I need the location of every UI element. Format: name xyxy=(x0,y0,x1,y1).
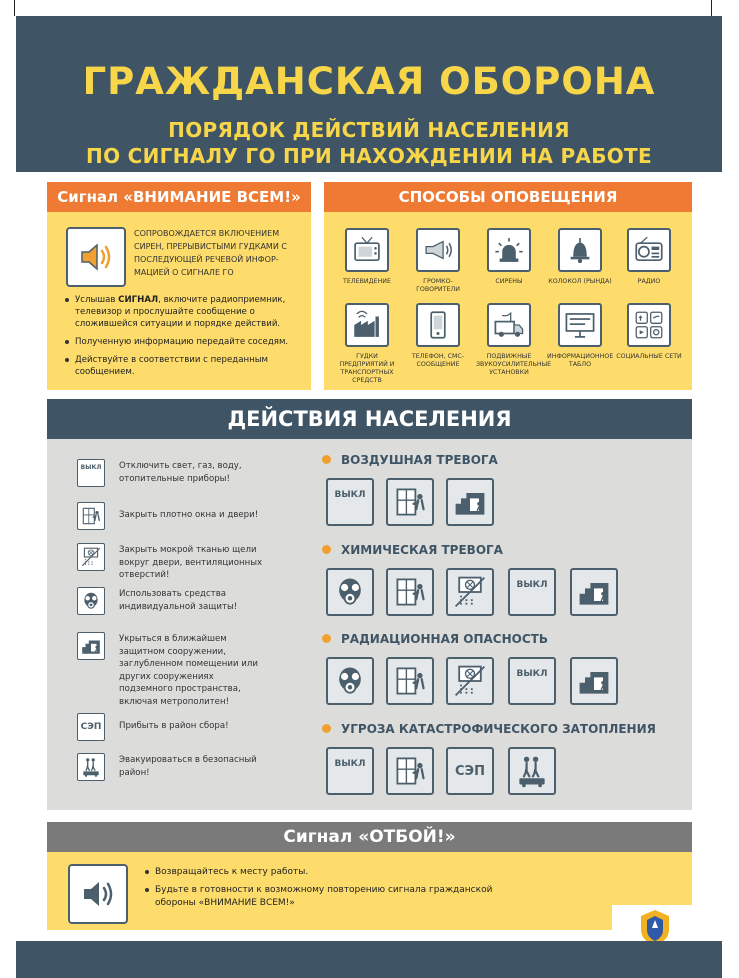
loudspeaker-van-icon xyxy=(487,303,531,347)
action-item: Закрыть плотно окна и двери! xyxy=(77,502,287,532)
list-item: Услышав СИГНАЛ, включите радиоприемник, телевизор и прослушайте сообщение о сложившейся ситуации и порядке действий. xyxy=(63,294,303,330)
tv-icon xyxy=(345,228,389,272)
evacuation-icon xyxy=(508,747,556,795)
gas-mask-icon xyxy=(326,568,374,616)
switch-off-icon: ВЫКЛ xyxy=(326,478,374,526)
scenario-title: УГРОЗА КАТАСТРОФИЧЕСКОГО ЗАТОПЛЕНИЯ xyxy=(322,722,656,736)
phone-icon xyxy=(416,303,460,347)
signal-cancel-panel xyxy=(47,852,692,930)
gas-mask-icon xyxy=(326,657,374,705)
speaker-icon xyxy=(68,864,128,924)
switch-off-icon: ВЫКЛ xyxy=(77,459,105,487)
list-item: Будьте в готовности к возможному повторению сигнала гражданской обороны «ВНИМАНИЕ ВСЕМ!» xyxy=(143,884,513,910)
list-item: Возвращайтесь к месту работы. xyxy=(143,866,513,879)
scenario-title: ХИМИЧЕСКАЯ ТРЕВОГА xyxy=(322,543,503,557)
method-bell: КОЛОКОЛ (РЫНДА) xyxy=(547,228,613,286)
actions-panel xyxy=(47,399,692,810)
header-banner xyxy=(16,16,722,172)
page-subtitle-line2: ПО СИГНАЛУ ГО ПРИ НАХОЖДЕНИИ НА РАБОТЕ xyxy=(86,144,652,168)
signal-attention-list xyxy=(63,294,303,384)
shelter-icon xyxy=(570,657,618,705)
loudspeaker-icon xyxy=(416,228,460,272)
action-item: Эвакуироваться в безопасный район! xyxy=(77,753,287,783)
gas-mask-icon xyxy=(77,587,105,615)
action-item: Укрыться в ближайшем защитном сооружении, заглубленном помещении или других сооружениях подземного пространства, включая метрополитен! xyxy=(77,632,287,702)
close-windows-icon xyxy=(386,657,434,705)
social-networks-icon xyxy=(627,303,671,347)
crop-mark-right xyxy=(711,0,712,16)
action-item: Использовать средства индивидуальной защиты! xyxy=(77,587,287,617)
footer-bar xyxy=(16,941,722,978)
actions-heading: ДЕЙСТВИЯ НАСЕЛЕНИЯ xyxy=(47,399,692,439)
action-item: СЭП Прибыть в район сбора! xyxy=(77,713,287,743)
speaker-icon xyxy=(66,227,126,287)
sep-icon: СЭП xyxy=(77,713,105,741)
method-phone: ТЕЛЕФОН, СМС-СООБЩЕНИЕ xyxy=(405,303,471,369)
signal-attention-description: СОПРОВОЖДАЕТСЯ ВКЛЮЧЕНИЕМ СИРЕН, ПРЕРЫВИСТЫМИ ГУДКАМИ С ПОСЛЕДУЮЩЕЙ РЕЧЕВОЙ ИНФОР-МАЦИЕЙ О СИГНАЛЕ ГО xyxy=(134,229,287,277)
switch-off-icon: ВЫКЛ xyxy=(508,657,556,705)
scenario-title: ВОЗДУШНАЯ ТРЕВОГА xyxy=(322,453,498,467)
method-sirens: СИРЕНЫ xyxy=(476,228,542,286)
method-loudspeakers: ГРОМКО-ГОВОРИТЕЛИ xyxy=(405,228,471,294)
bell-icon xyxy=(558,228,602,272)
switch-off-icon: ВЫКЛ xyxy=(326,747,374,795)
close-windows-icon xyxy=(77,502,105,530)
method-radio: РАДИО xyxy=(616,228,682,286)
shelter-icon xyxy=(570,568,618,616)
method-mobile-units: ПОДВИЖНЫЕ ЗВУКОУСИЛИТЕЛЬНЫЕ УСТАНОВКИ xyxy=(476,303,542,377)
method-tv: ТЕЛЕВИДЕНИЕ xyxy=(334,228,400,286)
seal-gaps-icon xyxy=(446,568,494,616)
sep-icon: СЭП xyxy=(446,747,494,795)
seal-gaps-icon xyxy=(446,657,494,705)
list-item: Полученную информацию передайте соседям. xyxy=(63,336,303,348)
action-item: ВЫКЛ Отключить свет, газ, воду, отопительные приборы! xyxy=(77,459,287,489)
seal-gaps-icon xyxy=(77,543,105,571)
notification-methods-panel xyxy=(324,182,692,390)
method-info-board: ИНФОРМАЦИОННОЕ ТАБЛО xyxy=(547,303,613,369)
scenario-title: РАДИАЦИОННАЯ ОПАСНОСТЬ xyxy=(322,632,548,646)
siren-icon xyxy=(487,228,531,272)
list-item: Действуйте в соответствии с переданным сообщением. xyxy=(63,354,303,378)
method-social: СОЦИАЛЬНЫЕ СЕТИ xyxy=(616,303,682,361)
evacuation-icon xyxy=(77,753,105,781)
method-factory-horns: ГУДКИ ПРЕДПРИЯТИЙ И ТРАНСПОРТНЫХ СРЕДСТВ xyxy=(334,303,400,385)
signal-cancel-list xyxy=(143,866,513,915)
radio-icon xyxy=(627,228,671,272)
page-title: ГРАЖДАНСКАЯ ОБОРОНА xyxy=(82,60,656,103)
factory-horn-icon xyxy=(345,303,389,347)
action-item: Закрыть мокрой тканью щели вокруг двери, вентиляционных отверстий! xyxy=(77,543,287,583)
signal-cancel-heading: Сигнал «ОТБОЙ!» xyxy=(47,822,692,852)
shelter-icon xyxy=(446,478,494,526)
info-board-icon xyxy=(558,303,602,347)
close-windows-icon xyxy=(386,478,434,526)
close-windows-icon xyxy=(386,747,434,795)
shelter-icon xyxy=(77,632,105,660)
signal-attention-heading: Сигнал «ВНИМАНИЕ ВСЕМ!» xyxy=(47,182,311,212)
notification-methods-heading: СПОСОБЫ ОПОВЕЩЕНИЯ xyxy=(324,182,692,212)
crop-mark-left xyxy=(14,0,15,16)
switch-off-icon: ВЫКЛ xyxy=(508,568,556,616)
signal-attention-panel xyxy=(47,182,311,390)
close-windows-icon xyxy=(386,568,434,616)
page-subtitle-line1: ПОРЯДОК ДЕЙСТВИЙ НАСЕЛЕНИЯ xyxy=(168,118,570,142)
